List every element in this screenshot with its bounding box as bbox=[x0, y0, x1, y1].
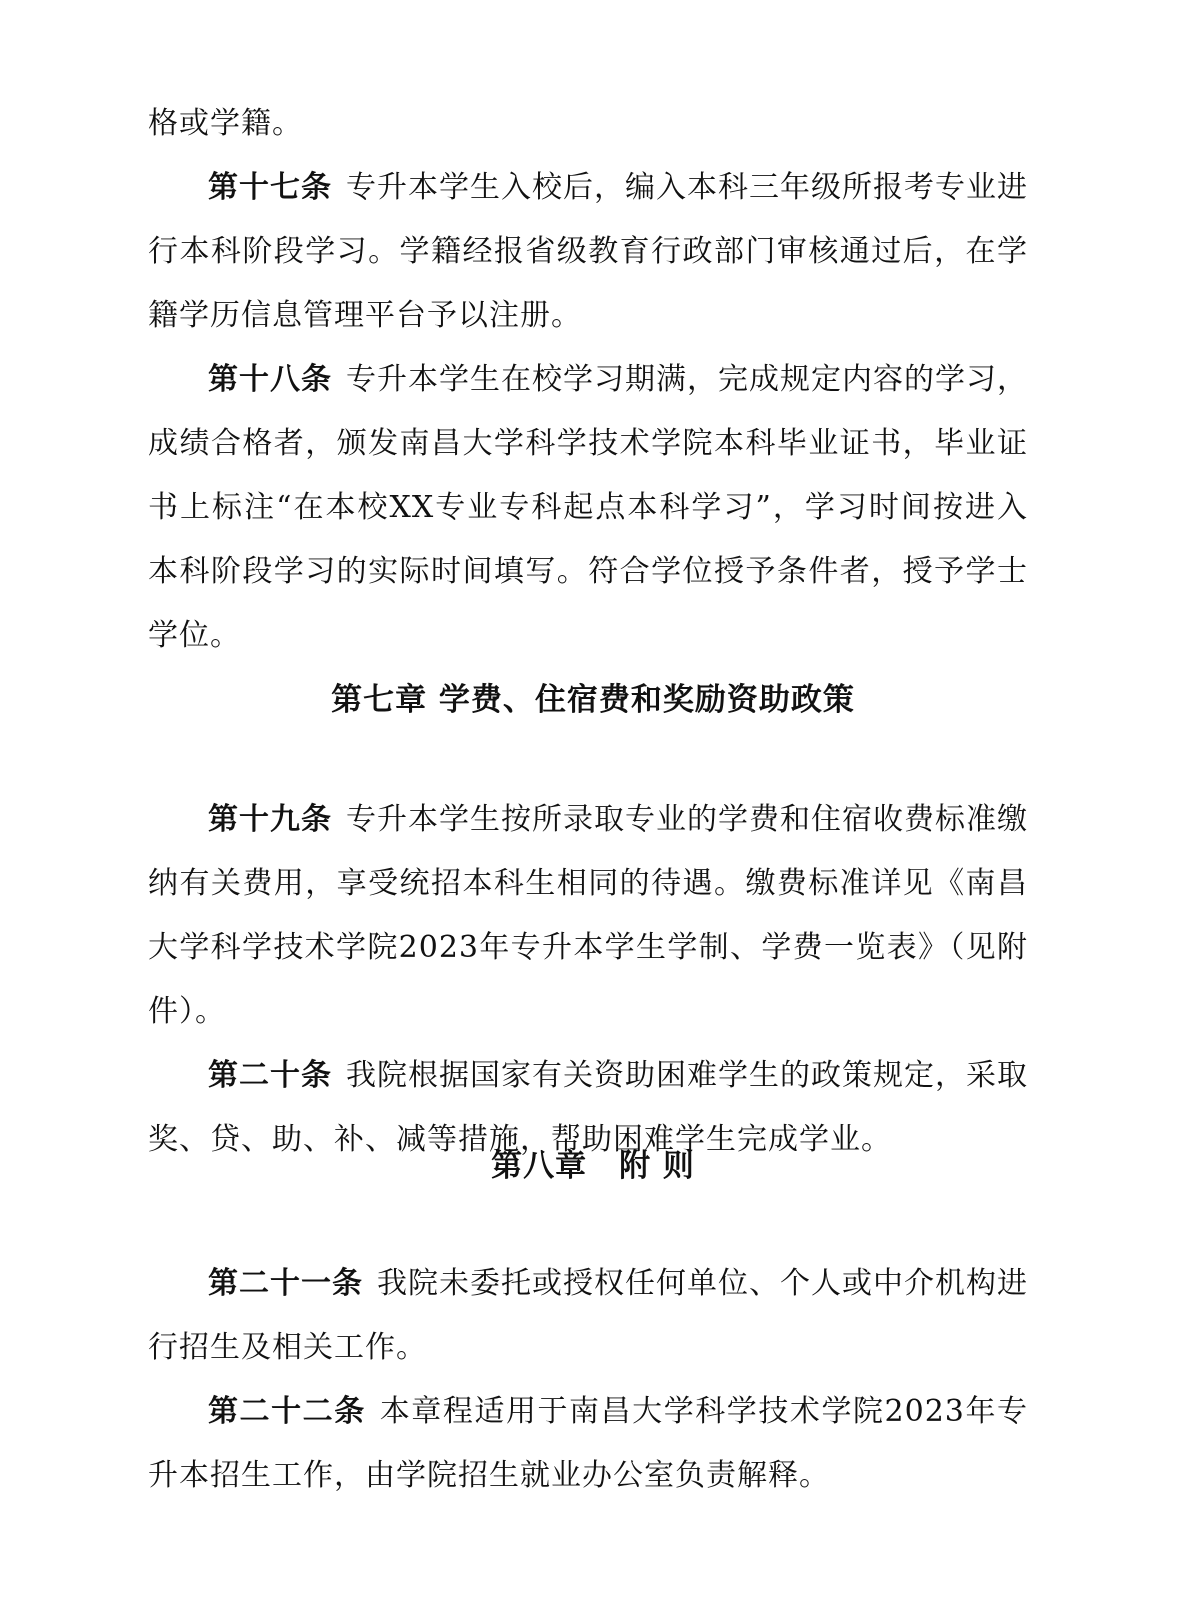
chapter-8-heading: 第八章 附 则 bbox=[491, 1148, 695, 1184]
section-articles-17-18 bbox=[148, 92, 1028, 668]
article-18-text: 专升本学生在校学习期满，完成规定内容的学习，成绩合格者，颁发南昌大学科学技术学院本科毕业证书，毕业证书上标注“在本校XX专业专科起点本科学习”，学习时间按进入本科阶段学习的实际时间填写。符合学位授予条件者，授予学士学位。 bbox=[148, 362, 1028, 653]
article-18 bbox=[148, 348, 1028, 668]
article-18-label: 第十八条 bbox=[208, 362, 332, 397]
section-articles-21-22 bbox=[148, 1252, 1028, 1508]
article-17-text: 专升本学生入校后，编入本科三年级所报考专业进行本科阶段学习。学籍经报省级教育行政部门审核通过后，在学籍学历信息管理平台予以注册。 bbox=[148, 170, 1028, 333]
article-21 bbox=[148, 1252, 1028, 1380]
article-19-text: 专升本学生按所录取专业的学费和住宿收费标准缴纳有关费用，享受统招本科生相同的待遇。缴费标准详见《南昌大学科学技术学院2023年专升本学生学制、学费一览表》（见附件）。 bbox=[148, 802, 1028, 1029]
article-19-label: 第十九条 bbox=[208, 802, 332, 837]
article-21-text: 我院未委托或授权任何单位、个人或中介机构进行招生及相关工作。 bbox=[148, 1266, 1028, 1365]
article-20-label: 第二十条 bbox=[208, 1058, 332, 1093]
article-20-text: 我院根据国家有关资助困难学生的政策规定，采取奖、贷、助、补、减等措施，帮助困难学生完成学业。 bbox=[148, 1058, 1028, 1157]
chapter-7-heading: 第七章 学费、住宿费和奖励资助政策 bbox=[331, 682, 855, 718]
article-22-text: 本章程适用于南昌大学科学技术学院2023年专升本招生工作，由学院招生就业办公室负责解释。 bbox=[148, 1394, 1028, 1493]
continuation-text: 格或学籍。 bbox=[148, 106, 303, 141]
article-19 bbox=[148, 788, 1028, 1044]
article-21-label: 第二十一条 bbox=[208, 1266, 363, 1301]
article-17 bbox=[148, 156, 1028, 348]
section-articles-19-20 bbox=[148, 788, 1028, 1172]
article-22 bbox=[148, 1380, 1028, 1508]
article-22-label: 第二十二条 bbox=[208, 1394, 366, 1429]
article-17-label: 第十七条 bbox=[208, 170, 332, 205]
